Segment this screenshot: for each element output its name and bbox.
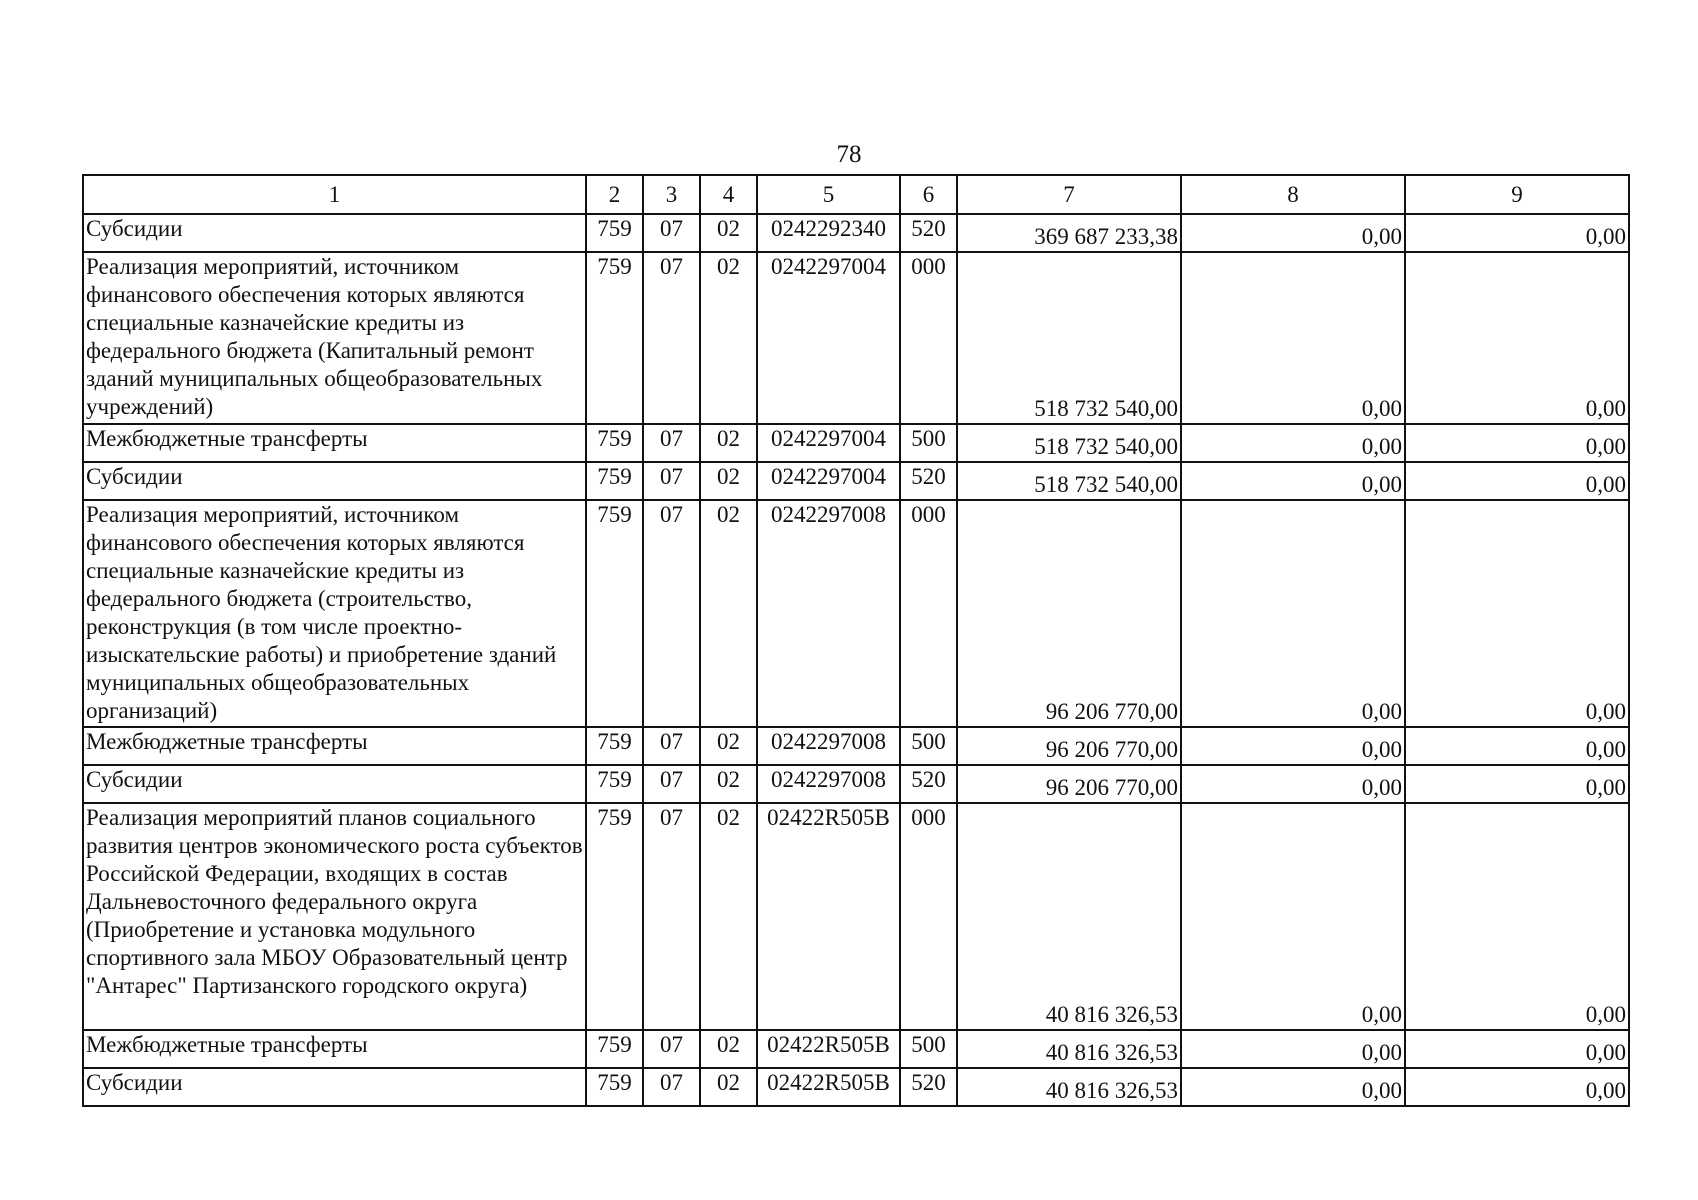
cell-col-3: 07: [643, 803, 700, 1030]
cell-amount-8: 0,00: [1181, 803, 1405, 1030]
cell-col-2: 759: [586, 252, 643, 424]
cell-col-4: 02: [700, 1030, 757, 1068]
cell-amount-7: 369 687 233,38: [957, 214, 1181, 252]
cell-col-2: 759: [586, 1068, 643, 1106]
cell-col-4: 02: [700, 765, 757, 803]
table-row: [83, 462, 1629, 500]
cell-col-2: 759: [586, 214, 643, 252]
cell-amount-9: 0,00: [1405, 214, 1629, 252]
table-row: [83, 1030, 1629, 1068]
cell-amount-8: 0,00: [1181, 765, 1405, 803]
cell-col-6: 520: [900, 1068, 957, 1106]
cell-amount-9: 0,00: [1405, 765, 1629, 803]
row-name: Субсидии: [83, 462, 586, 500]
cell-amount-9: 0,00: [1405, 1030, 1629, 1068]
cell-col-2: 759: [586, 765, 643, 803]
row-name: Реализация мероприятий, источником финансового обеспечения которых являются специальные казначейские кредиты из федерального бюджета (строительство, реконструкция (в том числе проектно-изыскательские работы) и приобретение зданий муниципальных общеобразовательных организаций): [83, 500, 586, 727]
cell-col-2: 759: [586, 803, 643, 1030]
row-name: Межбюджетные трансферты: [83, 424, 586, 462]
column-header: 9: [1405, 175, 1629, 214]
row-name: Субсидии: [83, 765, 586, 803]
column-header: 5: [757, 175, 900, 214]
cell-amount-7: 96 206 770,00: [957, 765, 1181, 803]
row-name: Субсидии: [83, 214, 586, 252]
table-header-row: [83, 175, 1629, 214]
cell-amount-9: 0,00: [1405, 803, 1629, 1030]
cell-col-5: 02422R505B: [757, 1030, 900, 1068]
cell-col-6: 000: [900, 500, 957, 727]
cell-col-3: 07: [643, 765, 700, 803]
cell-col-3: 07: [643, 1068, 700, 1106]
cell-amount-7: 40 816 326,53: [957, 1068, 1181, 1106]
cell-col-5: 0242297008: [757, 500, 900, 727]
cell-amount-9: 0,00: [1405, 424, 1629, 462]
cell-col-5: 0242292340: [757, 214, 900, 252]
cell-col-6: 520: [900, 462, 957, 500]
cell-amount-7: 40 816 326,53: [957, 1030, 1181, 1068]
row-name: Субсидии: [83, 1068, 586, 1106]
page-number: 78: [836, 141, 862, 168]
cell-amount-9: 0,00: [1405, 1068, 1629, 1106]
cell-col-4: 02: [700, 803, 757, 1030]
cell-col-6: 520: [900, 214, 957, 252]
cell-col-3: 07: [643, 462, 700, 500]
cell-col-6: 500: [900, 727, 957, 765]
cell-amount-8: 0,00: [1181, 500, 1405, 727]
cell-amount-7: 96 206 770,00: [957, 500, 1181, 727]
cell-amount-9: 0,00: [1405, 727, 1629, 765]
cell-amount-8: 0,00: [1181, 1030, 1405, 1068]
cell-col-3: 07: [643, 252, 700, 424]
cell-amount-7: 518 732 540,00: [957, 252, 1181, 424]
cell-col-4: 02: [700, 424, 757, 462]
table-row: [83, 765, 1629, 803]
cell-amount-8: 0,00: [1181, 727, 1405, 765]
table-row: [83, 500, 1629, 727]
cell-col-5: 02422R505B: [757, 803, 900, 1030]
row-name: Реализация мероприятий, источником финансового обеспечения которых являются специальные казначейские кредиты из федерального бюджета (Капитальный ремонт зданий муниципальных общеобразовательных учреждений): [83, 252, 586, 424]
cell-amount-8: 0,00: [1181, 252, 1405, 424]
column-header: 4: [700, 175, 757, 214]
cell-amount-7: 40 816 326,53: [957, 803, 1181, 1030]
cell-col-6: 000: [900, 252, 957, 424]
cell-col-6: 500: [900, 424, 957, 462]
table-row: [83, 1068, 1629, 1106]
cell-amount-8: 0,00: [1181, 1068, 1405, 1106]
column-header: 3: [643, 175, 700, 214]
cell-col-3: 07: [643, 424, 700, 462]
row-name: Реализация мероприятий планов социального развития центров экономического роста субъектов Российской Федерации, входящих в состав Дальневосточного федерального округа (Приобретение и установка модульного спортивного зала МБОУ Образовательный центр "Антарес" Партизанского городского округа): [83, 803, 586, 1030]
table-row: [83, 803, 1629, 1030]
cell-col-3: 07: [643, 214, 700, 252]
cell-col-2: 759: [586, 1030, 643, 1068]
cell-col-2: 759: [586, 462, 643, 500]
cell-col-5: 0242297004: [757, 424, 900, 462]
cell-amount-8: 0,00: [1181, 462, 1405, 500]
table-row: [83, 252, 1629, 424]
cell-col-5: 02422R505B: [757, 1068, 900, 1106]
budget-table: [82, 174, 1630, 1107]
cell-col-4: 02: [700, 252, 757, 424]
cell-col-3: 07: [643, 500, 700, 727]
column-header: 1: [83, 175, 586, 214]
cell-amount-9: 0,00: [1405, 252, 1629, 424]
table-row: [83, 727, 1629, 765]
cell-amount-9: 0,00: [1405, 500, 1629, 727]
cell-amount-9: 0,00: [1405, 462, 1629, 500]
cell-amount-8: 0,00: [1181, 424, 1405, 462]
cell-amount-7: 518 732 540,00: [957, 462, 1181, 500]
cell-col-5: 0242297004: [757, 462, 900, 500]
cell-col-5: 0242297008: [757, 765, 900, 803]
cell-col-6: 500: [900, 1030, 957, 1068]
cell-col-3: 07: [643, 1030, 700, 1068]
cell-col-2: 759: [586, 424, 643, 462]
cell-col-2: 759: [586, 500, 643, 727]
table-row: [83, 214, 1629, 252]
cell-col-4: 02: [700, 500, 757, 727]
row-name: Межбюджетные трансферты: [83, 1030, 586, 1068]
cell-col-6: 520: [900, 765, 957, 803]
cell-col-4: 02: [700, 1068, 757, 1106]
cell-col-5: 0242297008: [757, 727, 900, 765]
cell-col-2: 759: [586, 727, 643, 765]
column-header: 6: [900, 175, 957, 214]
table-row: [83, 424, 1629, 462]
column-header: 7: [957, 175, 1181, 214]
row-name: Межбюджетные трансферты: [83, 727, 586, 765]
cell-col-3: 07: [643, 727, 700, 765]
cell-col-4: 02: [700, 462, 757, 500]
column-header: 2: [586, 175, 643, 214]
cell-amount-7: 518 732 540,00: [957, 424, 1181, 462]
cell-col-4: 02: [700, 214, 757, 252]
cell-amount-8: 0,00: [1181, 214, 1405, 252]
cell-col-6: 000: [900, 803, 957, 1030]
cell-col-5: 0242297004: [757, 252, 900, 424]
column-header: 8: [1181, 175, 1405, 214]
cell-amount-7: 96 206 770,00: [957, 727, 1181, 765]
cell-col-4: 02: [700, 727, 757, 765]
